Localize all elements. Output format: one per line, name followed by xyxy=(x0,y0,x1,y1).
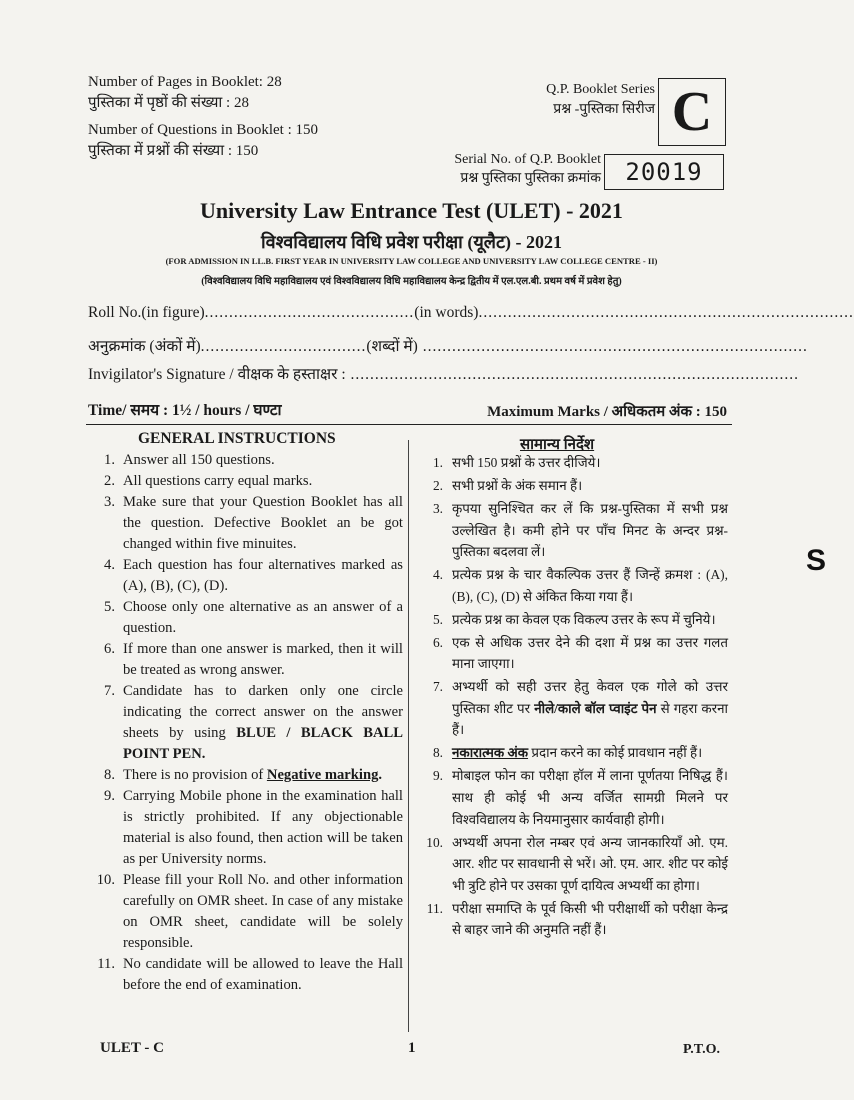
list-item xyxy=(416,498,728,563)
list-item xyxy=(88,450,403,471)
list-item xyxy=(88,870,403,954)
booklet-series-label-en: Q.P. Booklet Series xyxy=(546,82,655,97)
item-emphasis: नकारात्मक अंक xyxy=(452,745,529,761)
item-number: 10. xyxy=(426,834,443,850)
item-number: 8. xyxy=(432,745,443,761)
list-item xyxy=(416,676,728,741)
list-item xyxy=(88,639,403,681)
list-item xyxy=(88,492,403,555)
item-emphasis: Negative marking xyxy=(266,766,379,783)
page-number: 1 xyxy=(408,1040,416,1056)
item-number: 2. xyxy=(104,473,115,490)
item-text: एक से अधिक उत्तर देने की दशा में प्रश्न का उत्तर गलत माना जाएगा। xyxy=(452,634,728,672)
pages-count-en: Number of Pages in Booklet: 28 xyxy=(88,74,282,90)
list-item xyxy=(416,475,728,497)
list-item xyxy=(416,832,728,897)
item-text: Choose only one alternative as an answer of a question. xyxy=(123,599,403,636)
item-text: सभी 150 प्रश्नों के उत्तर दीजिये। xyxy=(452,455,601,470)
general-instructions-heading-hi: सामान्य निर्देश xyxy=(520,437,595,453)
item-number: 10. xyxy=(96,871,115,888)
item-number: 11. xyxy=(97,955,115,972)
item-text: Make sure that your Question Booklet has all the question. Defective Booklet an be got changed within five minuites. xyxy=(123,494,403,552)
list-item xyxy=(88,765,403,786)
list-item xyxy=(416,742,728,764)
item-number: 3. xyxy=(432,500,443,516)
serial-number-label-hi: प्रश्न पुस्तिका पुस्तिका क्रमांक xyxy=(460,171,601,186)
invigilator-signature-line[interactable] xyxy=(88,362,800,384)
item-text: Each question has four alternatives marked as (A), (B), (C), (D). xyxy=(123,557,403,594)
item-number: 5. xyxy=(104,599,115,616)
roll-words-label: (in words) xyxy=(414,304,479,321)
list-item xyxy=(88,597,403,639)
item-number: 11. xyxy=(426,900,443,916)
item-number: 3. xyxy=(104,494,115,511)
item-text: अभ्यर्थी को सही उत्तर हेतु केवल एक गोले को उत्तर पुस्तिका शीट पर xyxy=(452,679,728,716)
blank-line: ........................................... xyxy=(204,304,415,321)
admission-note-en: (FOR ADMISSION IN LL.B. FIRST YEAR IN UNIVERSITY LAW COLLEGE AND UNIVERSITY LAW COLLEGE CENTRE - II) xyxy=(165,256,658,266)
roll-number-line-hi[interactable] xyxy=(88,334,808,356)
item-number: 4. xyxy=(104,557,115,574)
booklet-info xyxy=(88,72,318,162)
column-divider xyxy=(408,440,409,1032)
list-item xyxy=(88,954,403,996)
item-number: 9. xyxy=(104,788,115,804)
list-item xyxy=(416,564,728,607)
instructions-list-en xyxy=(88,450,403,996)
item-text: अभ्यर्थी अपना रोल नम्बर एवं अन्य जानकारियाँ ओ. एम. आर. शीट पर सावधानी से भरें। ओ. एम. आर. शीट पर कोई भी त्रुटि होने पर उसका पूर्ण दायित्व अभ्यर्थी का होगा। xyxy=(452,834,728,893)
edge-text: S xyxy=(806,544,827,577)
item-number: 7. xyxy=(432,679,443,695)
booklet-series-value: C xyxy=(658,78,726,146)
list-item xyxy=(416,765,728,830)
invigilator-label: Invigilator's Signature / वीक्षक के हस्ताक्षर : xyxy=(88,366,346,383)
item-number: 7. xyxy=(104,683,115,700)
list-item xyxy=(88,471,403,492)
list-item xyxy=(416,452,728,474)
item-text: No candidate will be allowed to leave the Hall before the end of examination. xyxy=(123,955,403,993)
roll-figure-label: Roll No.(in figure) xyxy=(88,304,205,321)
divider xyxy=(86,424,732,425)
blank-line: ............................................................................. xyxy=(478,304,854,321)
pages-count-hi: पुस्तिका में पृष्ठों की संख्या : 28 xyxy=(88,95,249,111)
general-instructions-heading: GENERAL INSTRUCTIONS xyxy=(138,430,336,447)
item-number: 4. xyxy=(432,567,443,583)
roll-number-line-en[interactable] xyxy=(88,304,854,322)
item-text: प्रत्येक प्रश्न के चार वैकल्पिक उत्तर हैं जिन्हें क्रमश : (A), (B), (C), (D) से अंकित किया गया हैं। xyxy=(452,567,728,604)
list-item xyxy=(416,609,728,631)
blank-line: .................................. xyxy=(200,338,367,355)
item-text-after: से गहरा करना हैं। xyxy=(452,700,728,738)
item-number: 9. xyxy=(432,768,443,784)
exam-title-hi: विश्वविद्यालय विधि प्रवेश परीक्षा (यूलैट) - 2021 xyxy=(260,232,563,252)
item-number: 8. xyxy=(104,766,115,783)
admission-note-hi: (विश्वविद्यालय विधि महाविद्यालय एवं विश्वविद्यालय विधि महाविद्यालय केन्द्र द्वितीय में एल.एल.बी. प्रथम वर्ष में प्रवेश हेतु) xyxy=(201,276,622,287)
item-text: Answer all 150 questions. xyxy=(123,452,275,468)
item-number: 6. xyxy=(104,641,115,658)
item-number: 5. xyxy=(432,611,443,627)
item-text: Please fill your Roll No. and other information carefully on OMR sheet. In case of any mistake on OMR sheet, candidate will be solely responsible. xyxy=(123,871,403,951)
exam-title-en: University Law Entrance Test (ULET) - 2021 xyxy=(200,198,623,223)
serial-number-label-en: Serial No. of Q.P. Booklet xyxy=(454,152,601,167)
footer-booklet-code: ULET - C xyxy=(100,1040,164,1056)
instructions-list-hi xyxy=(416,452,728,942)
item-number: 1. xyxy=(104,452,115,468)
item-text: परीक्षा समाप्ति के पूर्व किसी भी परीक्षार्थी को परीक्षा केन्द्र से बाहर जाने की अनुमति नहीं हैं। xyxy=(452,900,728,938)
exam-time: Time/ समय : 1½ / hours / घण्टा xyxy=(88,402,282,419)
item-text: Carrying Mobile phone in the examination hall is strictly prohibited. If any objectionable material is also found, then action will be taken as per University norms. xyxy=(123,788,403,867)
blank-line: ............................................................................................ xyxy=(345,366,800,383)
questions-count-en: Number of Questions in Booklet : 150 xyxy=(88,122,318,138)
questions-count-hi: पुस्तिका में प्रश्नों की संख्या : 150 xyxy=(88,143,259,159)
blank-line: ............................................................................... xyxy=(417,338,808,355)
serial-number-label xyxy=(405,150,601,188)
roll-words-label-hi: (शब्दों में) xyxy=(366,338,418,355)
item-number: 6. xyxy=(432,634,443,650)
item-text-after: प्रदान करने का कोई प्रावधान नहीं हैं। xyxy=(528,745,703,761)
item-number: 2. xyxy=(432,477,443,493)
item-text: All questions carry equal marks. xyxy=(123,473,313,490)
maximum-marks: Maximum Marks / अधिकतम अंक : 150 xyxy=(487,404,727,420)
serial-number-value: 20019 xyxy=(604,154,724,190)
item-emphasis: BLUE / BLACK BALL POINT PEN. xyxy=(123,724,403,762)
item-text: सभी प्रश्नों के अंक समान हैं। xyxy=(452,477,583,493)
item-text: प्रत्येक प्रश्न का केवल एक विकल्प उत्तर के रूप में चुनिये। xyxy=(452,611,716,627)
list-item xyxy=(88,555,403,597)
list-item xyxy=(416,632,728,675)
list-item xyxy=(88,786,403,870)
item-text: Candidate has to darken only one circle indicating the correct answer on the answer sheets by using xyxy=(123,683,403,741)
item-number: 1. xyxy=(432,455,443,470)
list-item xyxy=(88,681,403,765)
item-text: मोबाइल फोन का परीक्षा हॉल में लाना पूर्णतया निषिद्ध हैं। साथ ही कोई भी अन्य वर्जित सामग्री मिलने पर विश्वविद्यालय के नियमानुसार कार्यवाही होगी। xyxy=(452,768,728,827)
list-item xyxy=(416,898,728,941)
item-text: If more than one answer is marked, then it will be treated as wrong answer. xyxy=(123,641,403,678)
item-emphasis: नीले/काले बॉल प्वाइंट पेन xyxy=(534,700,657,716)
item-text-after: . xyxy=(378,766,383,783)
please-turn-over: P.T.O. xyxy=(683,1042,720,1057)
item-text: There is no provision of xyxy=(123,766,264,783)
booklet-series-label xyxy=(505,80,655,120)
roll-figure-label-hi: अनुक्रमांक (अंकों में) xyxy=(88,338,201,355)
booklet-series-label-hi: प्रश्न -पुस्तिका सिरीज xyxy=(553,102,655,117)
item-text: कृपया सुनिश्चित कर लें कि प्रश्न-पुस्तिका में सभी प्रश्न उल्लेखित है। कमी होने पर पाँच मिनट के अन्दर प्रश्न-पुस्तिका बदलवा लें। xyxy=(452,500,728,560)
